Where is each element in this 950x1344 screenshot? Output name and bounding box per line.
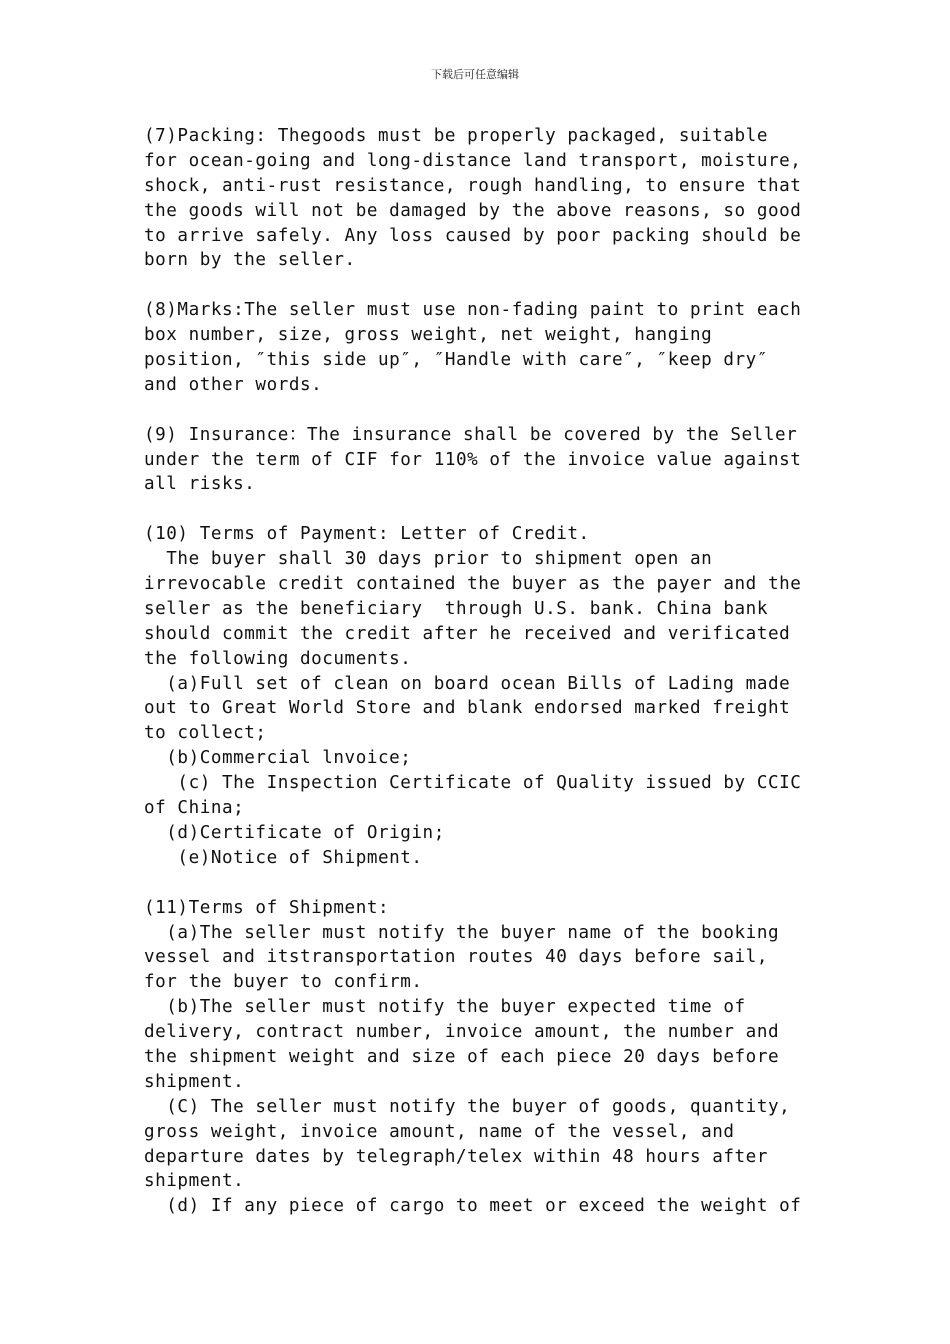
section-insurance	[144, 423, 814, 498]
text-line: (d)Certificate of Origin;	[144, 822, 445, 843]
text-line: for ocean-going and long-distance land transport, moisture,	[144, 150, 802, 171]
text-line: born by the seller.	[144, 250, 356, 271]
paragraph-gap	[144, 497, 814, 522]
text-line: to arrive safely. Any loss caused by poor packing should be	[144, 225, 802, 246]
section-terms-of-payment	[144, 522, 814, 870]
text-line: (d) If any piece of cargo to meet or exceed the weight of	[144, 1196, 802, 1217]
text-line: (a)The seller must notify the buyer name of the booking	[144, 922, 780, 943]
text-line: (a)Full set of clean on board ocean Bills of Lading made	[144, 673, 791, 694]
text-line: departure dates by telegraph/telex within 48 hours after	[144, 1146, 768, 1167]
text-line: out to Great World Store and blank endorsed marked freight	[144, 698, 791, 719]
text-line: vessel and itstransportation routes 40 days before sail,	[144, 947, 768, 968]
text-line: all risks.	[144, 474, 256, 495]
text-line: (b)Commercial lnvoice;	[144, 748, 412, 769]
text-line: to collect;	[144, 723, 267, 744]
text-line: (8)Marks:The seller must use non-fading paint to print each	[144, 300, 802, 321]
text-line: (9) Insurance：The insurance shall be covered by the Seller	[144, 424, 798, 445]
text-line: seller as the beneficiary through U.S. bank. China bank	[144, 598, 768, 619]
document-body	[144, 124, 814, 1219]
text-line: shock, anti-rust resistance, rough handling, to ensure that	[144, 175, 802, 196]
text-line: delivery, contract number, invoice amount, the number and	[144, 1022, 780, 1043]
text-line: (c) The Inspection Certificate of Quality issued by CCIC	[144, 773, 802, 794]
text-line: gross weight, invoice amount, name of the vessel, and	[144, 1121, 735, 1142]
text-line: irrevocable credit contained the buyer as the payer and the	[144, 574, 802, 595]
page-header: 下载后可任意编辑	[431, 68, 519, 81]
paragraph-gap	[144, 398, 814, 423]
text-line: the shipment weight and size of each piece 20 days before	[144, 1046, 780, 1067]
paragraph-gap	[144, 871, 814, 896]
text-line: for the buyer to confirm.	[144, 972, 423, 993]
text-line: box number, size, gross weight, net weight, hanging	[144, 325, 713, 346]
text-line: (10) Terms of Payment: Letter of Credit.	[144, 524, 590, 545]
text-line: The buyer shall 30 days prior to shipment open an	[144, 549, 713, 570]
text-line: (7)Packing: Thegoods must be properly packaged, suitable	[144, 126, 768, 146]
text-line: should commit the credit after he received and verificated	[144, 623, 791, 644]
text-line: shipment.	[144, 1171, 245, 1192]
text-line: (b)The seller must notify the buyer expected time of	[144, 997, 746, 1018]
section-terms-of-shipment	[144, 896, 814, 1220]
text-line: (11)Terms of Shipment:	[144, 897, 390, 918]
text-line: the goods will not be damaged by the above reasons, so good	[144, 200, 802, 221]
section-packing	[144, 124, 814, 273]
text-line: position, ″this side up″, ″Handle with care″, ″keep dry″	[144, 350, 768, 371]
text-line: (e)Notice of Shipment.	[144, 847, 423, 868]
text-line: under the term of CIF for 110% of the invoice value against	[144, 449, 802, 470]
paragraph-gap	[144, 273, 814, 298]
text-line: shipment.	[144, 1071, 245, 1092]
text-line: the following documents.	[144, 648, 412, 669]
text-line: (C) The seller must notify the buyer of goods, quantity,	[144, 1096, 791, 1117]
text-line: and other words.	[144, 374, 323, 395]
section-marks	[144, 298, 814, 398]
text-line: of China;	[144, 798, 245, 819]
